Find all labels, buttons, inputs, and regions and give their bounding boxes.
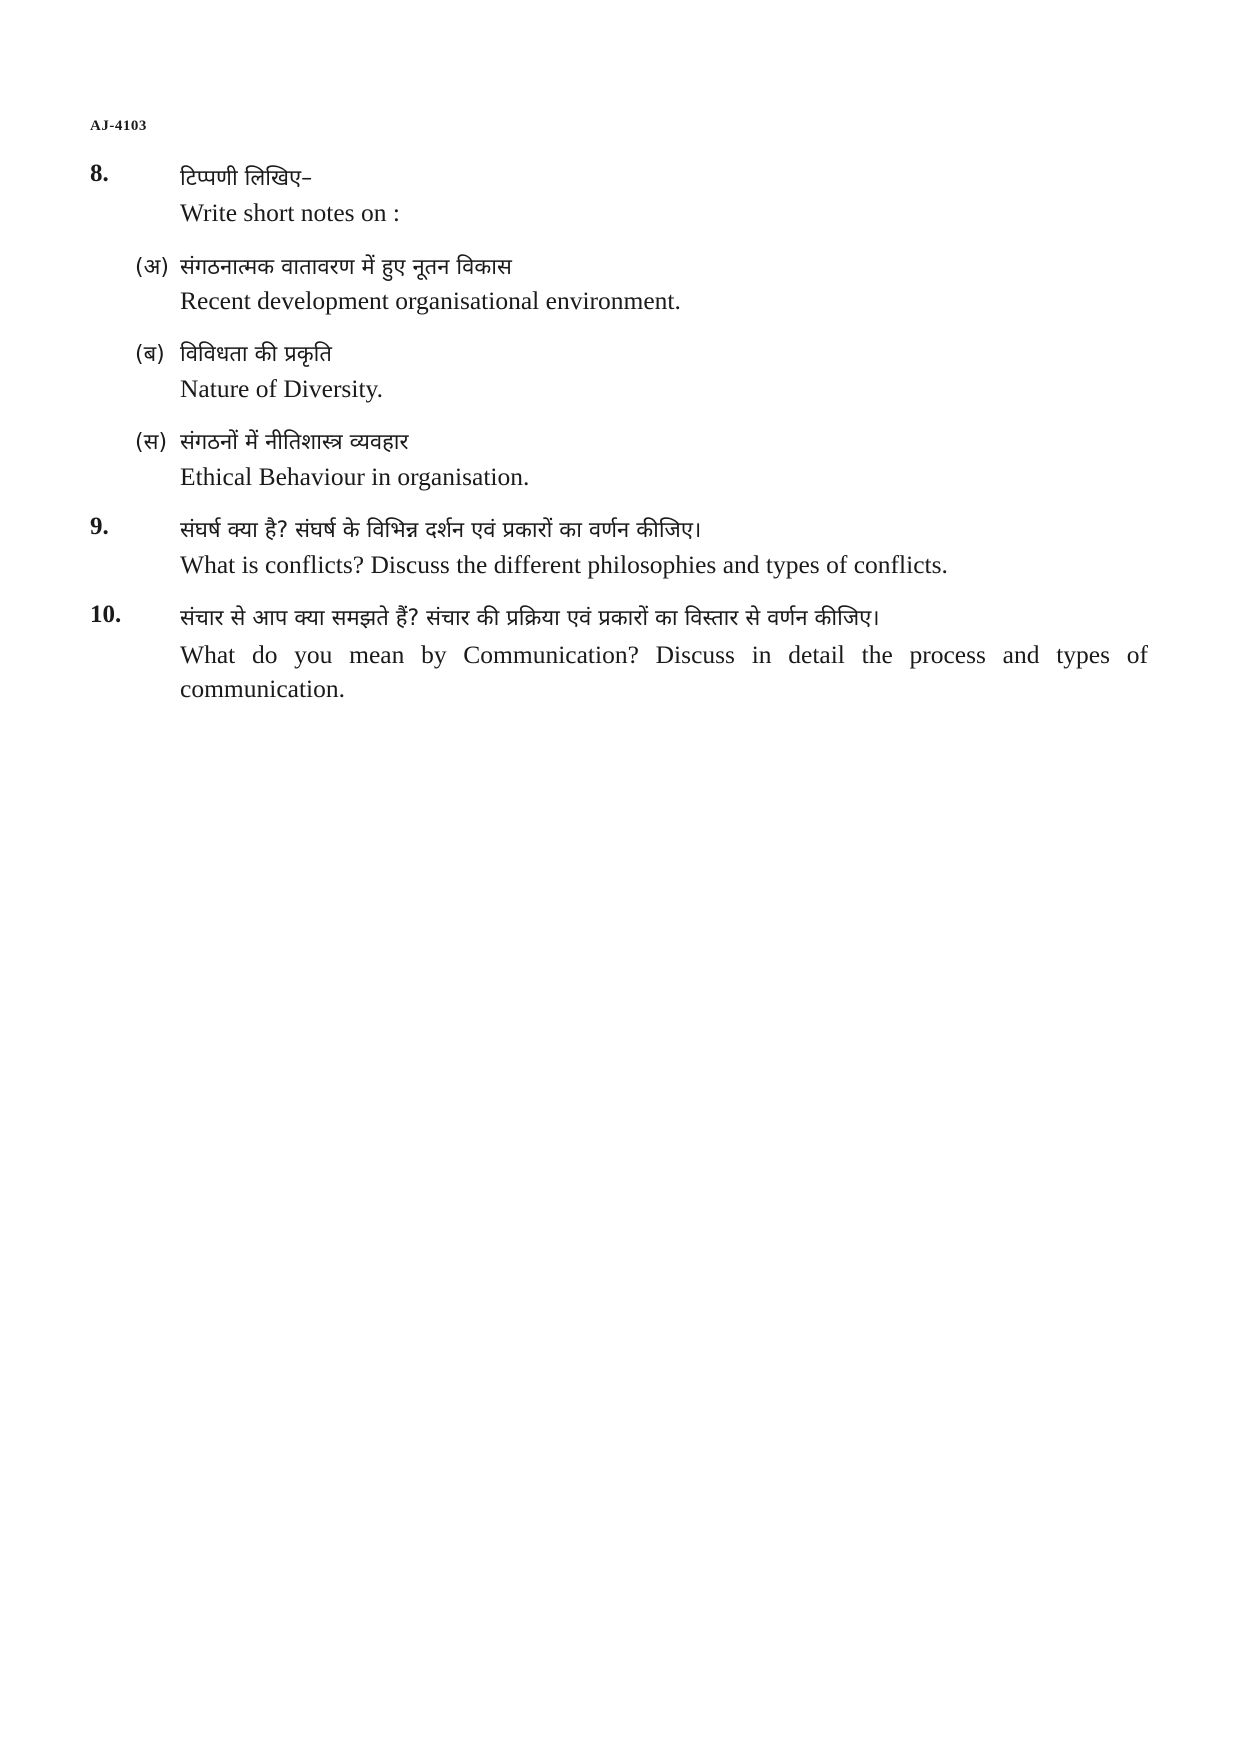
part-marker-b: (ब) xyxy=(135,342,165,367)
question-10-hindi: संचार से आप क्या समझते हैं? संचार की प्रक्रिया एवं प्रकारों का विस्तार से वर्णन कीजिए। xyxy=(180,606,880,631)
question-number-10: 10. xyxy=(90,601,122,628)
question-10-english-line2: communication. xyxy=(180,674,346,703)
part-c-english: Ethical Behaviour in organisation. xyxy=(180,462,530,491)
part-b-hindi: विविधता की प्रकृति xyxy=(180,342,332,367)
part-a-english: Recent development organisational environment. xyxy=(180,286,681,315)
question-number-8: 8. xyxy=(90,160,109,187)
part-marker-c: (स) xyxy=(135,430,168,455)
part-b-english: Nature of Diversity. xyxy=(180,374,383,403)
question-number-9: 9. xyxy=(90,513,109,540)
question-8-hindi: टिप्पणी लिखिए– xyxy=(180,166,313,191)
question-8-english: Write short notes on : xyxy=(180,198,400,227)
part-a-hindi: संगठनात्मक वातावरण में हुए नूतन विकास xyxy=(180,255,512,280)
question-9-english: What is conflicts? Discuss the different philosophies and types of conflicts. xyxy=(180,550,948,579)
question-9-hindi: संघर्ष क्या है? संघर्ष के विभिन्न दर्शन एवं प्रकारों का वर्णन कीजिए। xyxy=(180,518,702,543)
question-10-english-line1: What do you mean by Communication? Discuss in detail the process and types of xyxy=(180,640,1148,669)
part-marker-a: (अ) xyxy=(135,255,169,280)
part-c-hindi: संगठनों में नीतिशास्त्र व्यवहार xyxy=(180,430,409,455)
paper-code: AJ-4103 xyxy=(90,118,147,134)
